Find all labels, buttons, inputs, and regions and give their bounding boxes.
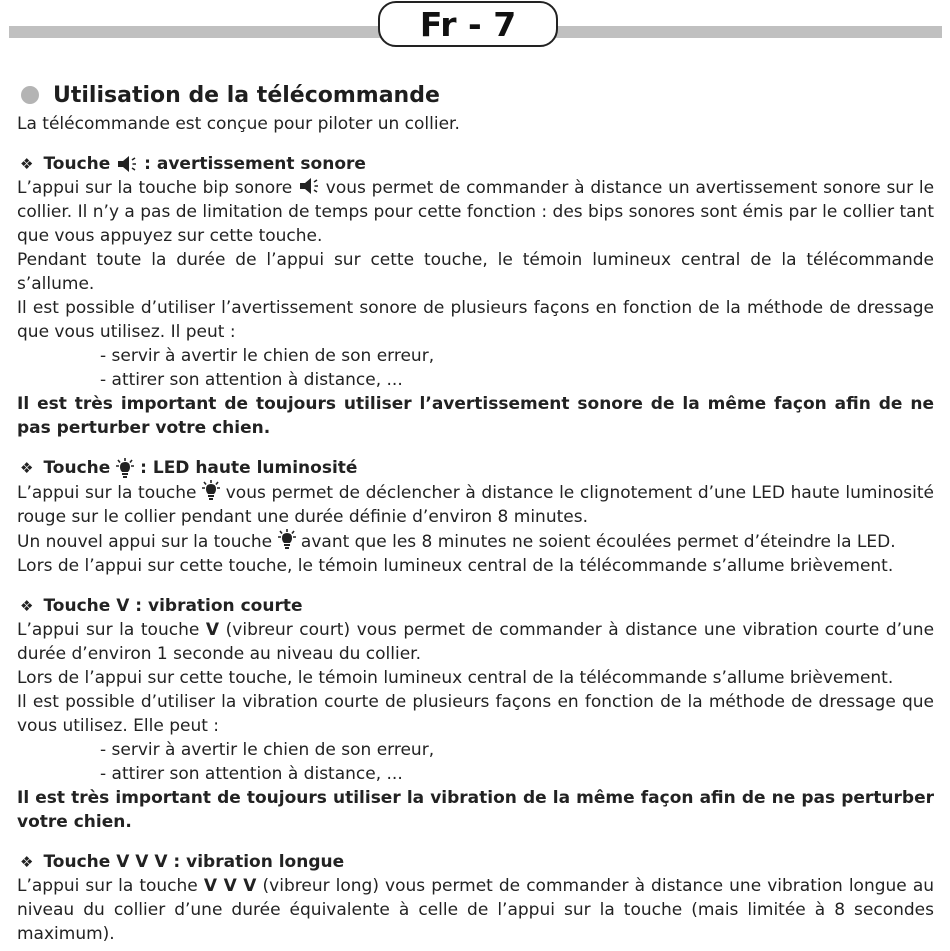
section-heading	[17, 78, 934, 112]
speaker-icon	[116, 155, 138, 173]
led-light-icon	[202, 480, 220, 500]
four-diamond-bullet-icon: ❖	[20, 597, 34, 615]
list-item: - servir à avertir le chien de son erreur,	[100, 346, 435, 366]
subsection-heading-long-vibration: ❖ Touche V V V : vibration longue	[20, 852, 345, 872]
subsection-heading-short-vibration: ❖ Touche V : vibration courte	[20, 596, 303, 616]
speaker-icon	[298, 177, 320, 195]
subsection-heading-led: ❖ Touche : LED haute luminosité	[20, 458, 358, 478]
short-vibration-paragraph-2: Lors de l’appui sur cette touche, le témoin lumineux central de la télécommande s’allume brièvement.	[17, 668, 894, 688]
led-paragraph-2: Un nouvel appui sur la touche avant que les 8 minutes ne soient écoulées permet d’éteindre la LED.	[17, 529, 934, 554]
led-paragraph-1: L’appui sur la touche vous permet de déclencher à distance le clignotement d’une LED haute luminosité rouge sur le collier pendant une durée définie d’environ 8 minutes.	[17, 480, 934, 529]
led-light-icon	[278, 529, 296, 549]
short-vibration-paragraph-3: Il est possible d’utiliser la vibration courte de plusieurs façons en fonction de la méthode de dressage que vous utilisez. Elle peut :	[17, 692, 934, 736]
page-number-tab: Fr - 7	[378, 1, 558, 47]
sound-important-note: Il est très important de toujours utiliser l’avertissement sonore de la même façon afin de ne pas perturber votre chien.	[17, 394, 934, 438]
sound-paragraph-1: L’appui sur la touche bip sonore vous permet de commander à distance un avertissement sonore sur le collier. Il n’y a pas de limitation de temps pour cette fonction : des bips sonores sont émis par le collier tant que vous appuyez sur cette touche.	[17, 178, 935, 246]
list-item: - attirer son attention à distance, ...	[100, 370, 403, 390]
long-vibration-paragraph-1: L’appui sur la touche V V V (vibreur long) vous permet de commander à distance une vibration longue au niveau du collier d’une durée équivalente à celle de l’appui sur la touche (mais limitée à 8 secondes maximum).	[17, 876, 935, 944]
document-body	[17, 78, 934, 946]
list-item: - attirer son attention à distance, ...	[100, 764, 403, 784]
short-vibration-paragraph-1: L’appui sur la touche V (vibreur court) vous permet de commander à distance une vibration courte d’une durée d’environ 1 seconde au niveau du collier.	[17, 620, 935, 664]
list-item: - servir à avertir le chien de son erreur,	[100, 740, 435, 760]
led-light-icon	[116, 458, 134, 478]
intro-paragraph: La télécommande est conçue pour piloter un collier.	[17, 114, 460, 134]
four-diamond-bullet-icon: ❖	[20, 853, 34, 871]
vibration-important-note: Il est très important de toujours utiliser la vibration de la même façon afin de ne pas perturber votre chien.	[17, 788, 934, 832]
section-title: Utilisation de la télécommande	[53, 82, 440, 108]
bullet-dot-icon	[21, 86, 39, 104]
subsection-heading-sound: ❖ Touche : avertissement sonore	[20, 154, 366, 174]
four-diamond-bullet-icon: ❖	[20, 459, 34, 477]
led-paragraph-3: Lors de l’appui sur cette touche, le témoin lumineux central de la télécommande s’allume brièvement.	[17, 556, 894, 576]
four-diamond-bullet-icon: ❖	[20, 155, 34, 173]
sound-paragraph-3: Il est possible d’utiliser l’avertissement sonore de plusieurs façons en fonction de la méthode de dressage que vous utilisez. Il peut :	[17, 298, 934, 342]
sound-paragraph-2: Pendant toute la durée de l’appui sur cette touche, le témoin lumineux central de la télécommande s’allume.	[17, 250, 934, 294]
page-header	[0, 0, 950, 52]
